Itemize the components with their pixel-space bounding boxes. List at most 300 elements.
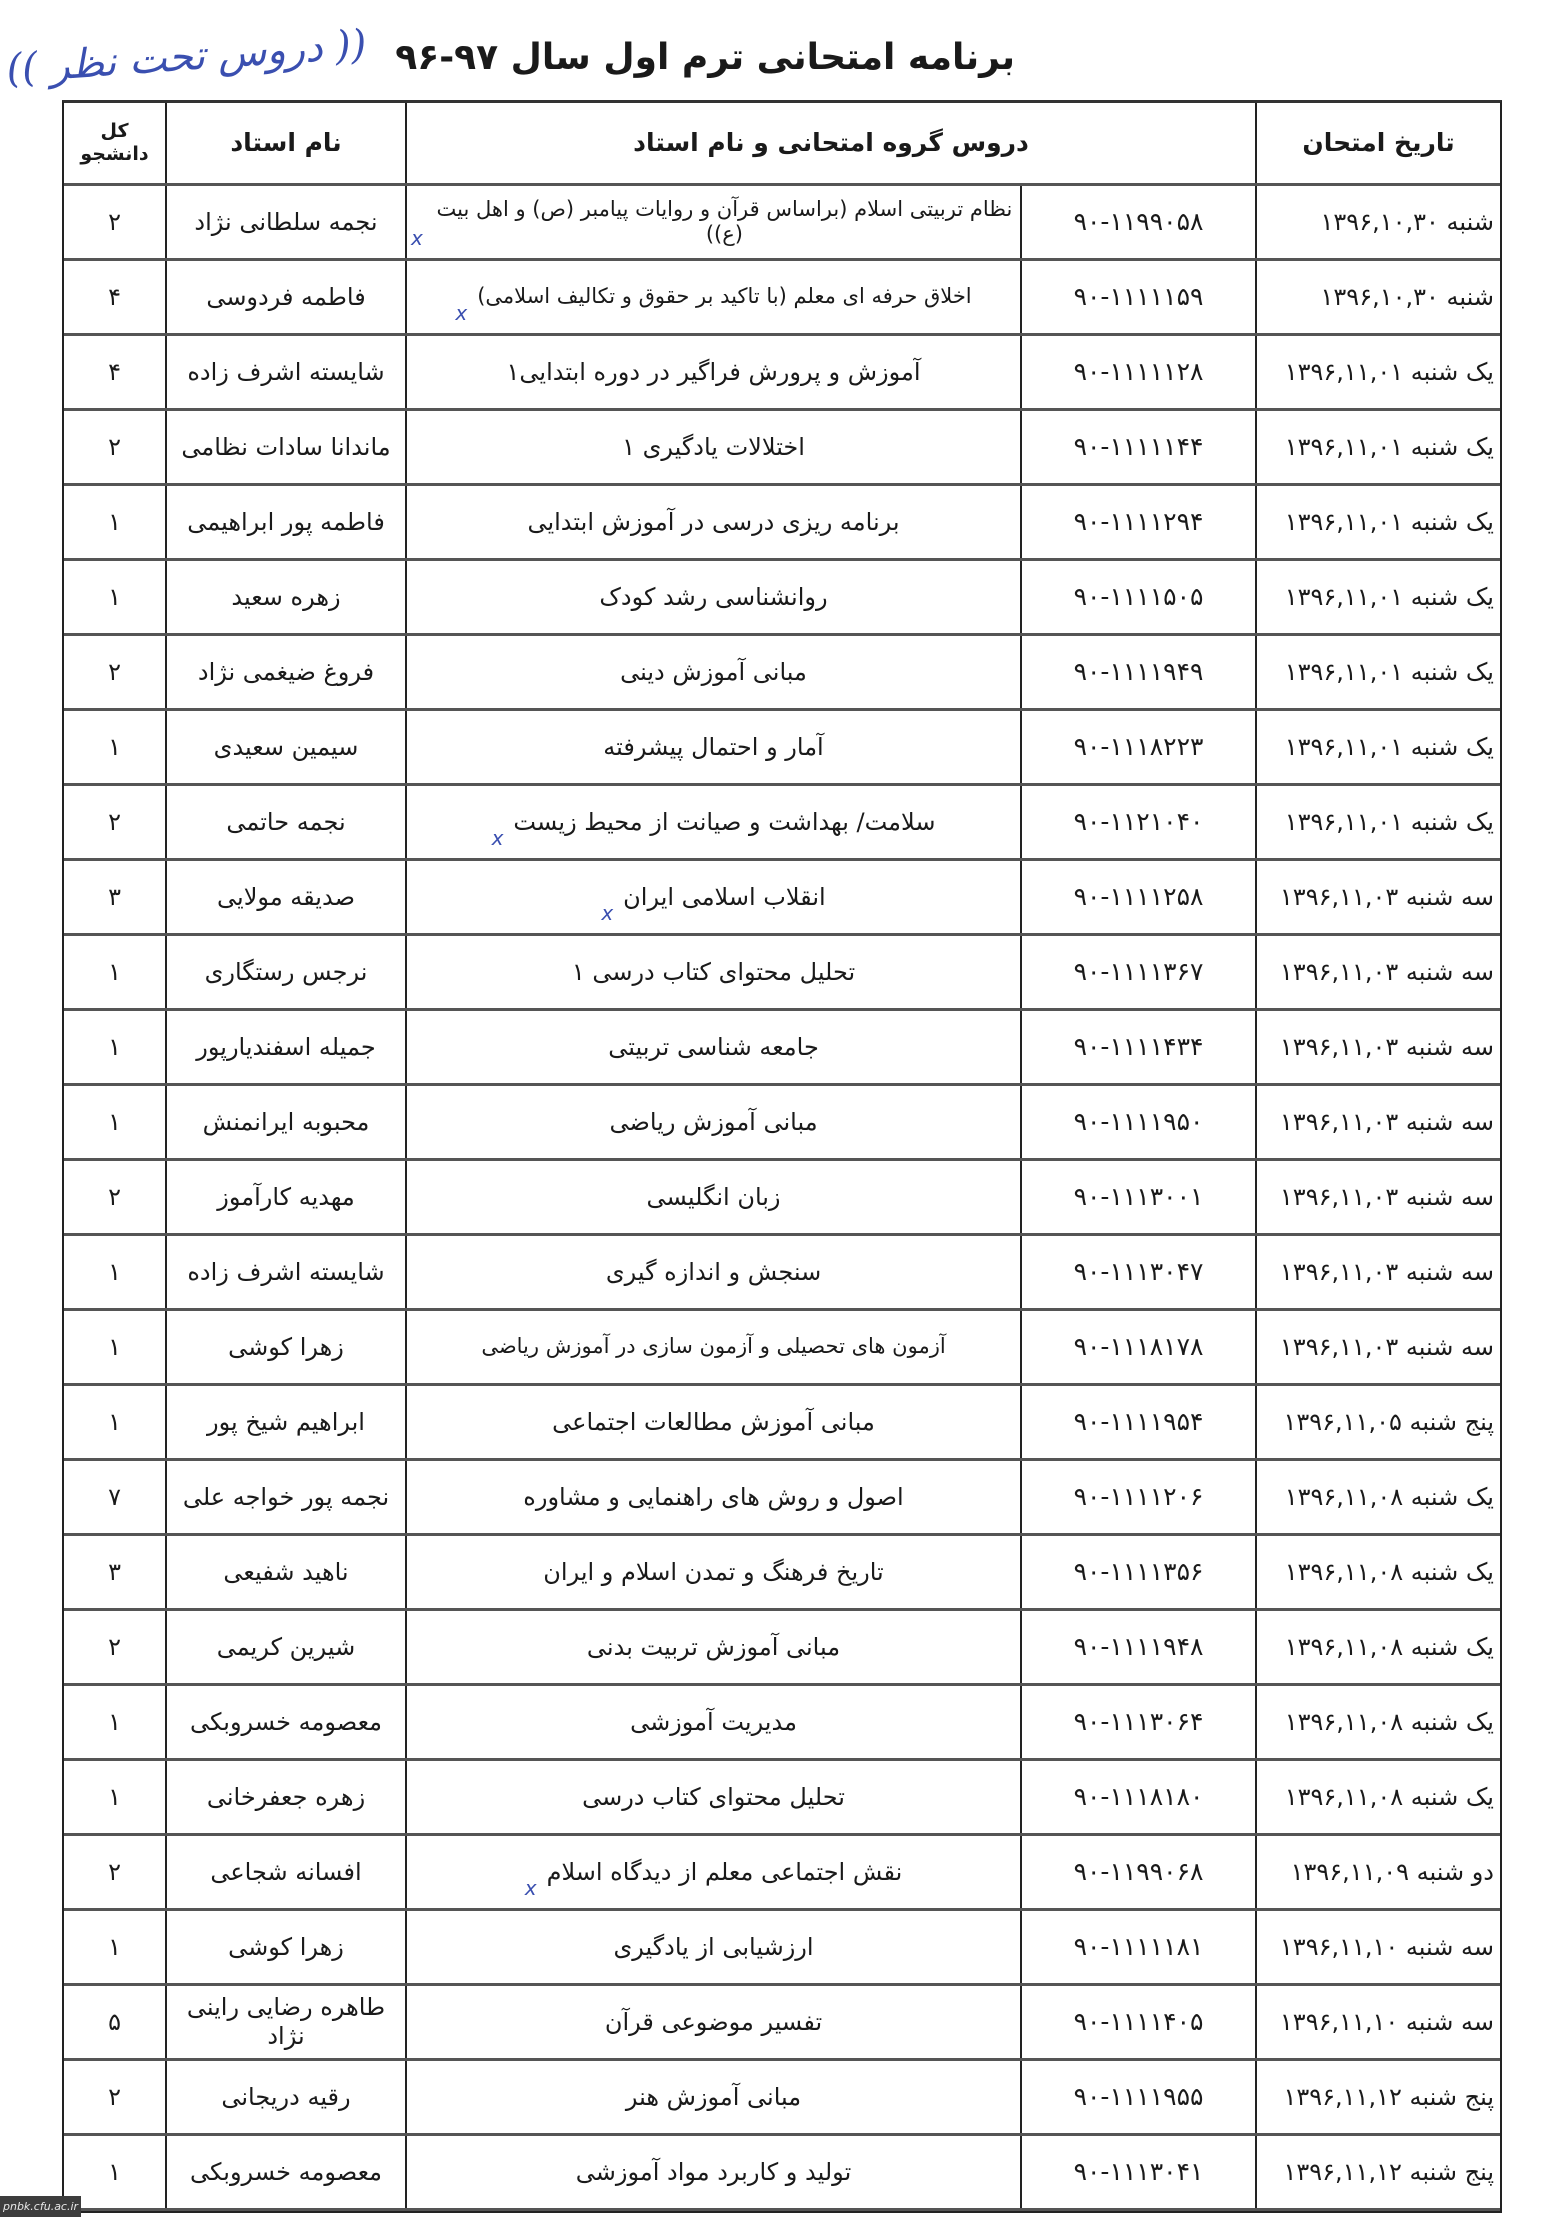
exam-date-text: سه شنبه ۱۳۹۶,۱۱,۰۳ [1279,882,1494,911]
course-name [405,2061,1020,2133]
teacher-name-text: محبوبه ایرانمنش [202,1107,370,1136]
course-code [1020,786,1255,858]
table-row [64,336,1500,411]
teacher-name [165,486,405,558]
course-code-text: ۹۰-۱۱۱۱۹۵۰ [1073,1107,1204,1136]
course-name-text: برنامه ریزی درسی در آموزش ابتدایی [527,507,900,536]
course-code-text: ۹۰-۱۱۱۱۱۲۸ [1073,357,1204,386]
course-name-text: مبانی آموزش مطالعات اجتماعی [552,1407,875,1436]
teacher-name [165,861,405,933]
exam-date [1255,1161,1500,1233]
exam-date [1255,2136,1500,2208]
course-name-text: ارزشیابی از یادگیری [613,1932,814,1961]
exam-date-text: شنبه ۱۳۹۶,۱۰,۳۰ [1320,282,1494,311]
teacher-name-text: مهدیه کارآموز [217,1182,355,1211]
exam-date [1255,1461,1500,1533]
teacher-name-text: افسانه شجاعی [210,1857,362,1886]
student-count-text: ۲ [108,432,121,461]
student-count [64,1761,165,1833]
course-name [405,1236,1020,1308]
exam-date-text: یک شنبه ۱۳۹۶,۱۱,۰۸ [1284,1632,1494,1661]
teacher-name-text: معصومه خسروبکی [190,2157,383,2186]
student-count [64,1686,165,1758]
teacher-name [165,336,405,408]
teacher-name-text: نجمه پور خواجه علی [182,1482,390,1511]
student-count-text: ۲ [108,2082,121,2111]
exam-date-text: پنج شنبه ۱۳۹۶,۱۱,۱۲ [1283,2082,1494,2111]
teacher-name [165,186,405,258]
teacher-name-text: شایسته اشرف زاده [187,1257,385,1286]
student-count-text: ۱ [108,507,121,536]
course-name [405,1911,1020,1983]
student-count-text: ۱ [108,1032,121,1061]
course-code-text: ۹۰-۱۱۱۳۰۴۱ [1073,2157,1204,2186]
handwritten-note: (( دروس تحت نظر )) [5,21,369,93]
teacher-name-text: فاطمه فردوسی [206,282,366,311]
course-code [1020,1386,1255,1458]
table-row [64,786,1500,861]
course-code-text: ۹۰-۱۱۱۱۲۰۶ [1073,1482,1204,1511]
teacher-name-text: نرجس رستگاری [204,957,368,986]
course-name [405,411,1020,483]
course-code [1020,336,1255,408]
teacher-name-text: زهرا کوشی [228,1332,344,1361]
exam-date [1255,1236,1500,1308]
course-name [405,261,1020,333]
course-name [405,936,1020,1008]
course-name [405,861,1020,933]
course-code [1020,1836,1255,1908]
teacher-name [165,561,405,633]
table-row [64,1911,1500,1986]
student-count-text: ۱ [108,957,121,986]
student-count-text: ۱ [108,1707,121,1736]
course-code-text: ۹۰-۱۱۱۸۱۷۸ [1073,1332,1204,1361]
teacher-name-text: شایسته اشرف زاده [187,357,385,386]
course-name [405,1536,1020,1608]
student-count [64,786,165,858]
exam-date-text: یک شنبه ۱۳۹۶,۱۱,۰۱ [1284,732,1494,761]
exam-date-text: یک شنبه ۱۳۹۶,۱۱,۰۱ [1284,357,1494,386]
course-name [405,1611,1020,1683]
student-count [64,1086,165,1158]
course-code-text: ۹۰-۱۱۱۱۹۵۵ [1073,2082,1204,2111]
exam-date-text: یک شنبه ۱۳۹۶,۱۱,۰۸ [1284,1707,1494,1736]
exam-date [1255,486,1500,558]
exam-date [1255,711,1500,783]
course-code-text: ۹۰-۱۱۹۹۰۶۸ [1073,1857,1204,1886]
course-code [1020,1236,1255,1308]
teacher-name [165,261,405,333]
student-count-text: ۱ [108,582,121,611]
teacher-name [165,711,405,783]
teacher-name-text: ناهید شفیعی [223,1557,349,1586]
table-row [64,261,1500,336]
student-count-text: ۷ [108,1482,121,1511]
exam-date-text: یک شنبه ۱۳۹۶,۱۱,۰۸ [1284,1482,1494,1511]
course-code-text: ۹۰-۱۱۱۱۱۸۱ [1073,1932,1204,1961]
student-count [64,711,165,783]
student-count [64,186,165,258]
exam-date-text: یک شنبه ۱۳۹۶,۱۱,۰۸ [1284,1557,1494,1586]
course-code [1020,1461,1255,1533]
course-name [405,1686,1020,1758]
exam-date [1255,936,1500,1008]
course-name [405,486,1020,558]
course-name [405,1386,1020,1458]
course-code-text: ۹۰-۱۱۱۱۴۳۴ [1073,1032,1204,1061]
course-code-text: ۹۰-۱۱۹۹۰۵۸ [1073,207,1204,236]
course-name-text: زبان انگلیسی [646,1182,781,1211]
exam-date [1255,1086,1500,1158]
pen-mark-icon: x [491,826,504,850]
table-row [64,861,1500,936]
course-code [1020,486,1255,558]
page-title: برنامه امتحانی ترم اول سال ۹۷-۹۶ [395,36,1015,78]
exam-date-text: شنبه ۱۳۹۶,۱۰,۳۰ [1320,207,1494,236]
header-course: دروس گروه امتحانی و نام استاد [405,103,1255,183]
exam-schedule-table [62,100,1502,2213]
teacher-name [165,1386,405,1458]
student-count [64,486,165,558]
teacher-name [165,1611,405,1683]
title-bar [0,22,1015,92]
student-count [64,1161,165,1233]
student-count [64,1461,165,1533]
student-count-text: ۱ [108,1107,121,1136]
student-count [64,861,165,933]
teacher-name [165,1461,405,1533]
table-row [64,411,1500,486]
course-code [1020,1986,1255,2058]
student-count [64,561,165,633]
course-code [1020,2061,1255,2133]
course-code-text: ۹۰-۱۱۲۱۰۴۰ [1073,807,1204,836]
course-name-text: نظام تربیتی اسلام (براساس قرآن و روایات پیامبر (ص) و اهل بیت (ع)) [436,196,1013,246]
course-code-text: ۹۰-۱۱۱۱۲۹۴ [1073,507,1204,536]
course-code-text: ۹۰-۱۱۱۱۹۴۹ [1073,657,1204,686]
teacher-name-text: نجمه حاتمی [226,807,346,836]
course-code-text: ۹۰-۱۱۱۱۴۰۵ [1073,2007,1204,2036]
exam-date-text: یک شنبه ۱۳۹۶,۱۱,۰۱ [1284,657,1494,686]
table-row [64,1836,1500,1911]
student-count-text: ۱ [108,1782,121,1811]
student-count-text: ۱ [108,1407,121,1436]
student-count [64,1986,165,2058]
course-name-text: تحلیل محتوای کتاب درسی ۱ [571,957,856,986]
exam-date-text: سه شنبه ۱۳۹۶,۱۱,۰۳ [1279,1182,1494,1211]
course-name-text: اختلالات یادگیری ۱ [622,432,805,461]
table-row [64,1536,1500,1611]
watermark: pnbk.cfu.ac.ir [0,2196,81,2217]
table-row [64,2061,1500,2136]
exam-date-text: یک شنبه ۱۳۹۶,۱۱,۰۸ [1284,1782,1494,1811]
teacher-name-text: طاهره رضایی راینی نژاد [186,1993,386,2050]
course-name [405,561,1020,633]
table-header-row [64,103,1500,186]
course-code [1020,561,1255,633]
exam-date-text: سه شنبه ۱۳۹۶,۱۱,۰۳ [1279,1032,1494,1061]
course-code [1020,2136,1255,2208]
student-count [64,1386,165,1458]
course-name-text: تاریخ فرهنگ و تمدن اسلام و ایران [543,1557,884,1586]
course-name-text: مدیریت آموزشی [630,1707,797,1736]
course-name-text: آموزش و پرورش فراگیر در دوره ابتدایی۱ [506,357,921,386]
pen-mark-icon: x [524,1876,537,1900]
course-code-text: ۹۰-۱۱۱۱۳۵۶ [1073,1557,1204,1586]
student-count-text: ۲ [108,807,121,836]
exam-date-text: یک شنبه ۱۳۹۶,۱۱,۰۱ [1284,432,1494,461]
course-name-text: تفسیر موضوعی قرآن [604,2007,823,2036]
pen-mark-icon: x [601,901,614,925]
student-count-text: ۱ [108,1932,121,1961]
exam-date-text: یک شنبه ۱۳۹۶,۱۱,۰۱ [1284,582,1494,611]
pen-mark-icon: x [455,301,468,325]
exam-date [1255,1311,1500,1383]
course-code [1020,1311,1255,1383]
student-count [64,261,165,333]
student-count [64,1836,165,1908]
exam-date-text: یک شنبه ۱۳۹۶,۱۱,۰۱ [1284,807,1494,836]
course-code-text: ۹۰-۱۱۱۸۱۸۰ [1073,1782,1204,1811]
student-count [64,411,165,483]
course-code [1020,636,1255,708]
table-row [64,1761,1500,1836]
student-count [64,1236,165,1308]
exam-date [1255,1011,1500,1083]
course-name-text: تولید و کاربرد مواد آموزشی [575,2157,852,2186]
course-name [405,636,1020,708]
course-name [405,186,1020,258]
course-name-text: جامعه شناسی تربیتی [608,1032,819,1061]
teacher-name [165,411,405,483]
teacher-name-text: فروغ ضیغمی نژاد [197,657,375,686]
teacher-name [165,1911,405,1983]
table-row [64,636,1500,711]
teacher-name [165,2061,405,2133]
exam-date [1255,1761,1500,1833]
teacher-name [165,1986,405,2058]
teacher-name-text: رقیه دریجانی [221,2082,351,2111]
exam-date-text: پنج شنبه ۱۳۹۶,۱۱,۱۲ [1283,2157,1494,2186]
course-name-text: نقش اجتماعی معلم از دیدگاه اسلام [546,1857,903,1886]
exam-date [1255,261,1500,333]
course-name [405,1461,1020,1533]
header-teacher: نام استاد [165,103,405,183]
exam-date [1255,336,1500,408]
exam-date-text: یک شنبه ۱۳۹۶,۱۱,۰۱ [1284,507,1494,536]
course-name-text: آمار و احتمال پیشرفته [603,732,824,761]
course-code-text: ۹۰-۱۱۱۳۰۶۴ [1073,1707,1204,1736]
exam-date [1255,1611,1500,1683]
exam-date [1255,786,1500,858]
teacher-name-text: زهره سعید [231,582,341,611]
teacher-name-text: نجمه سلطانی نژاد [194,207,378,236]
teacher-name-text: سیمین سعیدی [213,732,359,761]
student-count-text: ۲ [108,1857,121,1886]
teacher-name [165,1761,405,1833]
course-name [405,1986,1020,2058]
teacher-name [165,636,405,708]
student-count-text: ۲ [108,657,121,686]
student-count-text: ۴ [108,357,121,386]
student-count [64,1611,165,1683]
table-row [64,1986,1500,2061]
student-count [64,1311,165,1383]
exam-date [1255,861,1500,933]
teacher-name-text: ابراهیم شیخ پور [207,1407,365,1436]
exam-date-text: پنج شنبه ۱۳۹۶,۱۱,۰۵ [1283,1407,1494,1436]
exam-date-text: سه شنبه ۱۳۹۶,۱۱,۰۳ [1279,1257,1494,1286]
course-code [1020,936,1255,1008]
student-count [64,336,165,408]
table-row [64,561,1500,636]
teacher-name [165,936,405,1008]
course-code [1020,1086,1255,1158]
exam-date-text: سه شنبه ۱۳۹۶,۱۱,۱۰ [1279,1932,1494,1961]
course-code-text: ۹۰-۱۱۱۱۵۰۵ [1073,582,1204,611]
student-count [64,1011,165,1083]
teacher-name [165,1236,405,1308]
pen-mark-icon: x [411,226,423,250]
teacher-name-text: صدیقه مولایی [217,882,355,911]
exam-date-text: دو شنبه ۱۳۹۶,۱۱,۰۹ [1290,1857,1494,1886]
exam-date [1255,636,1500,708]
course-name [405,2136,1020,2208]
exam-date [1255,411,1500,483]
course-name [405,1086,1020,1158]
teacher-name-text: زهرا کوشی [228,1932,344,1961]
course-name [405,1011,1020,1083]
course-code-text: ۹۰-۱۱۱۸۲۲۳ [1073,732,1204,761]
course-name [405,1836,1020,1908]
student-count-text: ۲ [108,207,121,236]
course-name-text: روانشناسی رشد کودک [599,582,828,611]
teacher-name-text: زهره جعفرخانی [206,1782,366,1811]
course-name-text: انقلاب اسلامی ایران [623,882,826,911]
table-row [64,1311,1500,1386]
table-row [64,1686,1500,1761]
course-name-text: مبانی آموزش هنر [625,2082,802,2111]
table-row [64,936,1500,1011]
table-row [64,1611,1500,1686]
table-row [64,2136,1500,2211]
course-code-text: ۹۰-۱۱۱۳۰۴۷ [1073,1257,1204,1286]
course-code [1020,411,1255,483]
table-row [64,1011,1500,1086]
course-code-text: ۹۰-۱۱۱۱۹۴۸ [1073,1632,1204,1661]
student-count-text: ۱ [108,732,121,761]
course-code-text: ۹۰-۱۱۱۱۲۵۸ [1073,882,1204,911]
course-code [1020,711,1255,783]
teacher-name [165,2136,405,2208]
teacher-name [165,1011,405,1083]
student-count-text: ۴ [108,282,121,311]
student-count-text: ۳ [108,1557,121,1586]
teacher-name [165,1686,405,1758]
student-count-text: ۱ [108,2157,121,2186]
course-name-text: اخلاق حرفه ای معلم (با تاکید بر حقوق و تکالیف اسلامی) [477,284,972,309]
course-code [1020,186,1255,258]
course-code-text: ۹۰-۱۱۱۱۳۶۷ [1073,957,1204,986]
exam-date [1255,561,1500,633]
exam-date-text: سه شنبه ۱۳۹۶,۱۱,۰۳ [1279,1332,1494,1361]
table-row [64,1386,1500,1461]
teacher-name-text: شیرین کریمی [216,1632,356,1661]
course-name [405,1761,1020,1833]
teacher-name-text: ماندانا سادات نظامی [181,432,391,461]
course-name [405,711,1020,783]
exam-date [1255,1536,1500,1608]
student-count-text: ۳ [108,882,121,911]
teacher-name [165,1311,405,1383]
exam-date [1255,2061,1500,2133]
teacher-name [165,1836,405,1908]
teacher-name [165,1086,405,1158]
table-row [64,1461,1500,1536]
exam-date [1255,1686,1500,1758]
course-code-text: ۹۰-۱۱۱۱۱۵۹ [1073,282,1204,311]
student-count-text: ۱ [108,1332,121,1361]
header-student-count: کل دانشجو [80,120,149,165]
course-name-text: تحلیل محتوای کتاب درسی [582,1782,845,1811]
student-count [64,1536,165,1608]
course-code [1020,1161,1255,1233]
exam-date [1255,1836,1500,1908]
exam-date [1255,1386,1500,1458]
course-code [1020,1611,1255,1683]
course-name-text: مبانی آموزش دینی [620,657,807,686]
student-count [64,936,165,1008]
teacher-name-text: فاطمه پور ابراهیمی [187,507,385,536]
teacher-name [165,1536,405,1608]
course-code [1020,261,1255,333]
course-code [1020,861,1255,933]
course-name [405,786,1020,858]
course-name-text: مبانی آموزش تربیت بدنی [586,1632,841,1661]
student-count-text: ۲ [108,1632,121,1661]
course-code [1020,1686,1255,1758]
course-code [1020,1011,1255,1083]
course-name [405,1311,1020,1383]
course-code [1020,1536,1255,1608]
course-code [1020,1911,1255,1983]
exam-date [1255,1911,1500,1983]
student-count [64,2061,165,2133]
course-name-text: مبانی آموزش ریاضی [609,1107,818,1136]
course-name [405,336,1020,408]
course-name-text: سلامت/ بهداشت و صیانت از محیط زیست [513,807,936,836]
teacher-name-text: معصومه خسروبکی [190,1707,383,1736]
teacher-name-text: جمیله اسفندیارپور [196,1032,376,1061]
teacher-name [165,1161,405,1233]
student-count [64,636,165,708]
table-row [64,1236,1500,1311]
student-count-text: ۱ [108,1257,121,1286]
course-code-text: ۹۰-۱۱۱۳۰۰۱ [1073,1182,1204,1211]
course-code-text: ۹۰-۱۱۱۱۹۵۴ [1073,1407,1204,1436]
course-name [405,1161,1020,1233]
course-name-text: اصول و روش های راهنمایی و مشاوره [523,1482,904,1511]
student-count-text: ۲ [108,1182,121,1211]
table-row [64,186,1500,261]
exam-date [1255,186,1500,258]
teacher-name [165,786,405,858]
header-date: تاریخ امتحان [1255,103,1500,183]
exam-date-text: سه شنبه ۱۳۹۶,۱۱,۰۳ [1279,957,1494,986]
exam-date-text: سه شنبه ۱۳۹۶,۱۱,۱۰ [1279,2007,1494,2036]
table-row [64,486,1500,561]
